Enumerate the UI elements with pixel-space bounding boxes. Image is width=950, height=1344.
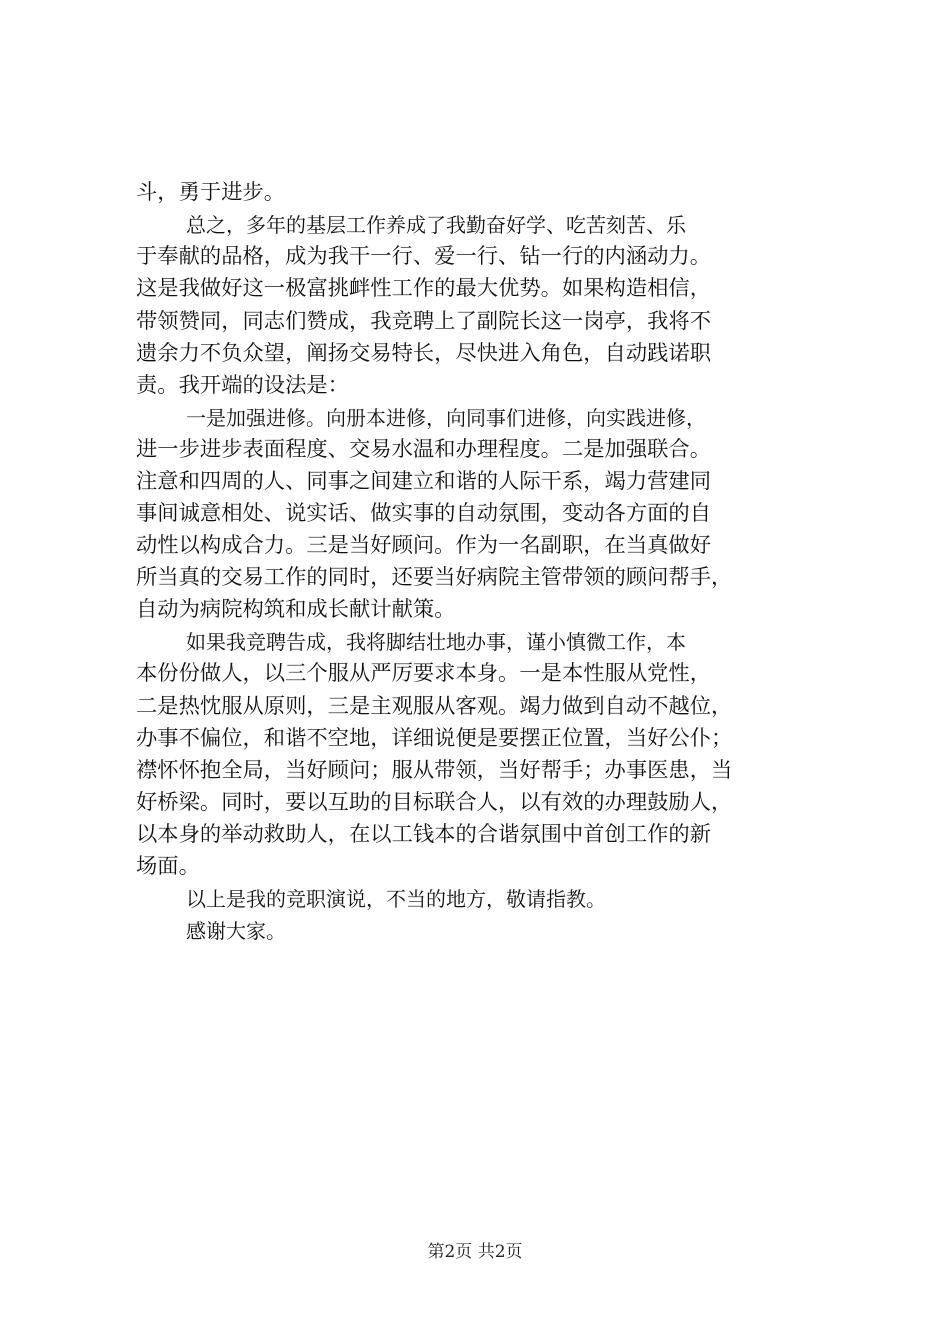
text-line: 如果我竞聘告成，我将脚结壮地办事，谨小慎微工作，本 bbox=[186, 630, 686, 654]
text-line: 责。我开端的设法是： bbox=[136, 373, 349, 398]
text-line: 一是加强进修。向册本进修，向同事们进修，向实践进修， bbox=[186, 406, 706, 430]
page-footer bbox=[0, 1240, 950, 1264]
text-line: 注意和四周的人、同事之间建立和谐的人际干系，竭力营建同 bbox=[136, 469, 712, 494]
text-line: 自动为病院构筑和成长献计献策。 bbox=[136, 597, 456, 622]
text-line: 于奉献的品格，成为我干一行、爱一行、钻一行的内涵动力。 bbox=[136, 244, 712, 269]
text-line: 动性以构成合力。三是当好顾问。作为一名副职，在当真做好 bbox=[136, 533, 712, 558]
text-line: 总之，多年的基层工作养成了我勤奋好学、吃苦刻苦、乐 bbox=[186, 213, 686, 237]
text-line: 进一步进步表面程度、交易水温和办理程度。二是加强联合。 bbox=[136, 437, 712, 462]
text-line: 好桥梁。同时，要以互助的目标联合人，以有效的办理鼓励人， bbox=[136, 790, 733, 815]
text-line: 事间诚意相处、说实话、做实事的自动氛围，变动各方面的自 bbox=[136, 501, 712, 526]
text-line: 遗余力不负众望，阐扬交易特长，尽快进入角色，自动践诺职 bbox=[136, 341, 712, 366]
text-line: 斗，勇于进步。 bbox=[136, 180, 286, 205]
text-line: 所当真的交易工作的同时，还要当好病院主管带领的顾问帮手， bbox=[136, 565, 733, 590]
text-line: 本份份做人，以三个服从严厉要求本身。一是本性服从党性， bbox=[136, 661, 712, 686]
text-line: 这是我做好这一极富挑衅性工作的最大优势。如果构造相信， bbox=[136, 276, 712, 301]
text-line: 二是热忱服从原则，三是主观服从客观。竭力做到自动不越位， bbox=[136, 694, 733, 719]
text-line: 感谢大家。 bbox=[186, 919, 286, 943]
text-line: 以本身的举动救助人，在以工钱本的合谐氛围中首创工作的新 bbox=[136, 822, 712, 847]
text-line: 办事不偏位，和谐不空地，详细说便是要摆正位置，当好公仆； bbox=[136, 726, 733, 751]
text-line: 场面。 bbox=[136, 854, 200, 879]
text-line: 带领赞同，同志们赞成，我竞聘上了副院长这一岗亭，我将不 bbox=[136, 309, 712, 334]
page-number-label: 第2页 共2页 bbox=[427, 1242, 523, 1262]
text-line: 以上是我的竞职演说，不当的地方，敬请指教。 bbox=[186, 887, 606, 911]
text-line: 襟怀怀抱全局，当好顾问；服从带领，当好帮手；办事医患，当 bbox=[136, 758, 733, 783]
